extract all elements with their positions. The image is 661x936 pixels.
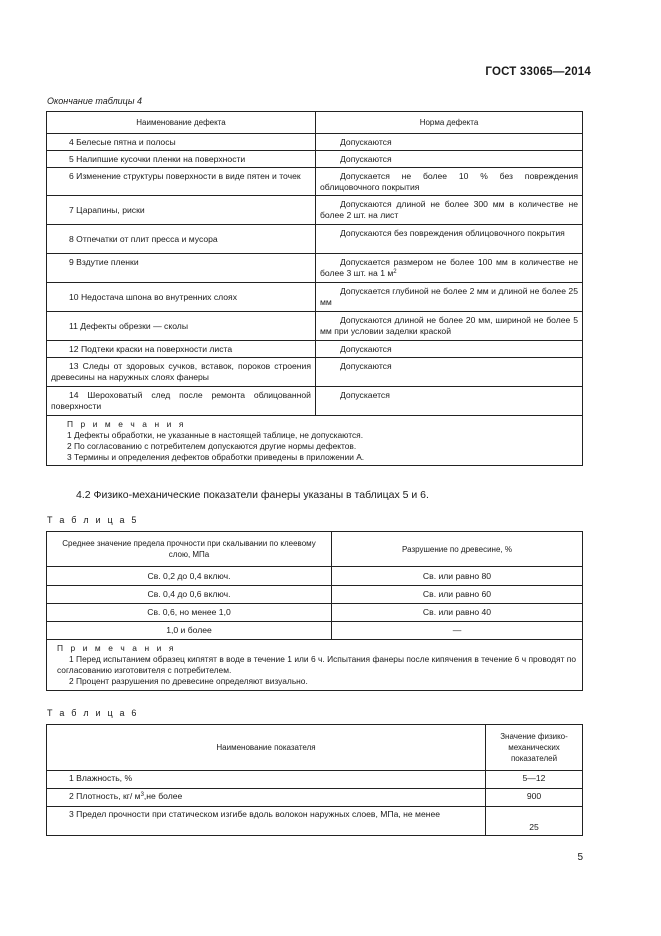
defect-norm xyxy=(316,254,583,283)
table5-caption: Т а б л и ц а 5 xyxy=(47,515,139,525)
table-row xyxy=(47,254,583,283)
table-notes-row xyxy=(47,640,583,691)
indicator-value: 25 xyxy=(486,807,583,836)
table-row xyxy=(47,807,583,836)
table-row xyxy=(47,567,583,586)
strength-value: Св. 0,6, но менее 1,0 xyxy=(47,604,332,622)
defect-norm: Допускаются xyxy=(316,151,583,168)
table4-notes xyxy=(47,416,583,466)
table-row xyxy=(47,789,583,807)
table-row xyxy=(47,341,583,358)
table-row xyxy=(47,283,583,312)
indicator-name-suffix: ,не более xyxy=(143,791,183,801)
indicator-value: 5—12 xyxy=(486,771,583,789)
defect-norm: Допускаются xyxy=(316,358,583,387)
notes-title: П р и м е ч а н и я xyxy=(67,419,186,429)
table-row xyxy=(47,312,583,341)
table-row xyxy=(47,358,583,387)
table4-col2-header: Норма дефекта xyxy=(316,112,583,134)
wood-failure: — xyxy=(332,622,583,640)
indicator-name: 1 Влажность, % xyxy=(47,771,486,789)
note: 2 По согласованию с потребителем допускаются другие нормы дефектов. xyxy=(67,441,357,451)
table-4 xyxy=(46,111,583,466)
defect-name: 12 Подтеки краски на поверхности листа xyxy=(47,341,316,358)
defect-norm: Допускаются длиной не более 300 мм в количестве не более 2 шт. на лист xyxy=(316,196,583,225)
defect-norm-text: Допускается размером не более 100 мм в количестве не более 3 шт. на 1 м xyxy=(320,257,578,278)
table4-col1-header: Наименование дефекта xyxy=(47,112,316,134)
defect-norm: Допускаются длиной не более 20 мм, шириной не более 5 мм при условии заделки краской xyxy=(316,312,583,341)
section-paragraph: 4.2 Физико-механические показатели фанеры указаны в таблицах 5 и 6. xyxy=(76,489,429,501)
note: 1 Перед испытанием образец кипятят в воде в течение 1 или 6 ч. Испытания фанеры после кипячения в течение 6 ч проводят по согласованию изготовителя с потребителем. xyxy=(57,654,576,675)
table-row xyxy=(47,604,583,622)
strength-value: 1,0 и более xyxy=(47,622,332,640)
strength-value: Св. 0,4 до 0,6 включ. xyxy=(47,586,332,604)
table-row xyxy=(47,622,583,640)
wood-failure: Св. или равно 80 xyxy=(332,567,583,586)
document-header: ГОСТ 33065—2014 xyxy=(485,66,591,78)
table-6 xyxy=(46,724,583,836)
indicator-name: 3 Предел прочности при статическом изгибе вдоль волокон наружных слоев, МПа, не менее xyxy=(47,807,486,836)
table4-caption: Окончание таблицы 4 xyxy=(47,96,142,106)
defect-name: 10 Недостача шпона во внутренних слоях xyxy=(47,283,316,312)
table-5 xyxy=(46,531,583,691)
table5-col2-header: Разрушение по древесине, % xyxy=(332,532,583,567)
defect-name: 4 Белесые пятна и полосы xyxy=(47,134,316,151)
table-row xyxy=(47,196,583,225)
defect-norm: Допускается глубиной не более 2 мм и длиной не более 25 мм xyxy=(316,283,583,312)
defect-name: 13 Следы от здоровых сучков, вставок, пороков строения древесины на наружных слоях фанеры xyxy=(47,358,316,387)
indicator-value: 900 xyxy=(486,789,583,807)
table-row xyxy=(47,168,583,196)
table5-notes xyxy=(47,640,583,691)
table6-col2-header: Значение физико-механических показателей xyxy=(486,725,583,771)
defect-name: 7 Царапины, риски xyxy=(47,196,316,225)
defect-norm: Допускаются xyxy=(316,134,583,151)
table6-caption: Т а б л и ц а 6 xyxy=(47,708,139,718)
table6-col1-header: Наименование показателя xyxy=(47,725,486,771)
table-row xyxy=(47,771,583,789)
defect-name: 11 Дефекты обрезки — сколы xyxy=(47,312,316,341)
defect-name: 5 Налипшие кусочки пленки на поверхности xyxy=(47,151,316,168)
table5-col1-header: Среднее значение предела прочности при скалывании по клеевому слою, МПа xyxy=(47,532,332,567)
note: 1 Дефекты обработки, не указанные в настоящей таблице, не допускаются. xyxy=(67,430,364,440)
defect-name: 9 Вздутие пленки xyxy=(47,254,316,283)
table-row xyxy=(47,134,583,151)
table-row xyxy=(47,151,583,168)
defect-name: 14 Шероховатый след после ремонта облицованной поверхности xyxy=(47,387,316,416)
table-row xyxy=(47,387,583,416)
notes-title: П р и м е ч а н и я xyxy=(57,643,176,653)
defect-norm: Допускаются без повреждения облицовочного покрытия xyxy=(316,225,583,254)
defect-name: 8 Отпечатки от плит пресса и мусора xyxy=(47,225,316,254)
note: 2 Процент разрушения по древесине определяют визуально. xyxy=(69,676,308,686)
defect-norm: Допускается xyxy=(316,387,583,416)
table-row xyxy=(47,586,583,604)
page-number: 5 xyxy=(577,852,583,863)
defect-norm: Допускаются xyxy=(316,341,583,358)
defect-name: 6 Изменение структуры поверхности в виде пятен и точек xyxy=(47,168,316,196)
strength-value: Св. 0,2 до 0,4 включ. xyxy=(47,567,332,586)
defect-norm: Допускается не более 10 % без повреждения облицовочного покрытия xyxy=(316,168,583,196)
table-notes-row xyxy=(47,416,583,466)
note: 3 Термины и определения дефектов обработки приведены в приложении А. xyxy=(67,452,365,462)
superscript: 3 xyxy=(140,792,144,798)
indicator-name xyxy=(47,789,486,807)
superscript: 2 xyxy=(393,269,397,275)
table-row xyxy=(47,225,583,254)
wood-failure: Св. или равно 40 xyxy=(332,604,583,622)
wood-failure: Св. или равно 60 xyxy=(332,586,583,604)
indicator-name-text: 2 Плотность, кг/ м xyxy=(69,791,141,801)
